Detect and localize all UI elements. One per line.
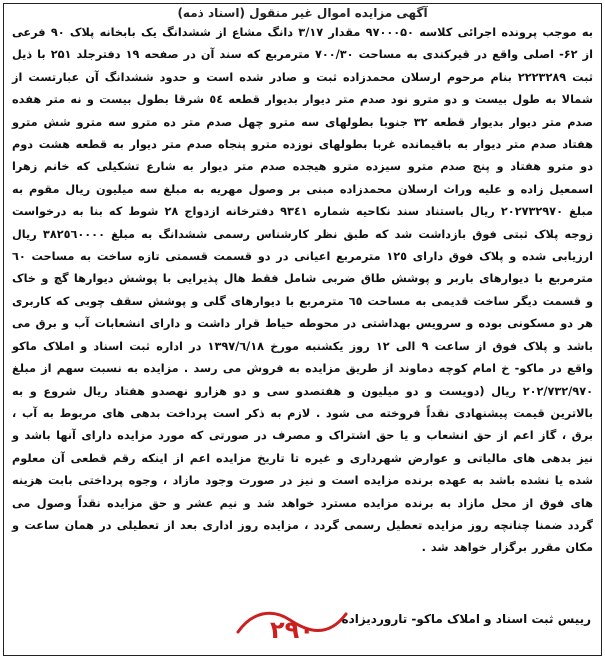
stamp-number: ۲۹۰ bbox=[270, 616, 314, 644]
notice-header bbox=[0, 2, 605, 21]
notice-body: به موجب پرونده اجرائی کلاسه ۹۷۰۰۰۵۰ مقدار ۳/۱۷ دانگ مشاع از ششدانگ یک بابخانه پلاک ۹۰ فرعی از ۶۲- اصلی واقع در قیرکندی به مساحت ۷۰۰/۳۰ مترمربع که سند آن در صفحه ۱۹ دفترجلد ۲۵۱ با ذیل ثبت ۲۲۲۳۲۸۹ بنام مرحوم ارسلان محمدزاده ثبت و صادر شده است و حدود ششدانگ آن عبارتست از شمالا به طول بیست و دو مترو نود صدم متر دیوار بدیوار قطعه ٥٤ شرقا بطول بیست و نه متر هفده صدم متر دیوار بدیوار قطعه ۳۲ جنوبا بطولهای سه مترو چهل صدم متر ده مترو سه مترو شش مترو هفتاد صدم متر دیوار به باقیمانده غربا بطولهای نوزده مترو پنجاه صدم متر دیوار به قطعه هشت دوم دو مترو هفتاد و پنج صدم مترو سیزده مترو هیجده صدم متر دیوار به شارع تشکیلی که خانم زهرا اسمعیل زاده و علیه وراث ارسلان محمدزاده مبنی بر وصول مهریه به مبلغ سه میلیون ریال مقوم به مبلغ ۲۰۲۷۳۲۹۷۰ ریال باستناد سند نکاحیه شماره ۹۳٤۱ دفترخانه ازدواج ۲۸ شوط که بنا به درخواست زوجه پلاک ثبتی فوق بازداشت شد که طبق نظر کارشناس رسمی ششدانگ به مبلغ ۳۸۲٥٦۰۰۰۰ ریال ارزیابی شده و پلاک فوق دارای ۱۲٥ مترمربع اعیانی در دو قسمت قسمتی تازه ساخت به مساحت ٦۰ مترمربع با دیوارهای باربر و پوشش طاق ضربی شامل فقط هال پذیرایی با پوشش دیوارها گچ و خاک و قسمت دیگر ساخت قدیمی به مساحت ٦٥ مترمربع با دیوارهای گلی و پوشش سقف چوبی که کاربری هر دو مسکونی بوده و سرویس بهداشتی در محوطه حیاط قرار داشت و دارای انشعابات آب و برق می باشد و پلاک فوق از ساعت ۹ الی ۱۲ روز یکشنبه مورخ ۱۳۹۷/٦/۱۸ در اداره ثبت اسناد و املاک ماکو واقع در ماکو- خ امام کوچه دماوند از طریق مزایده به فروش می رسد . مزایده به نسبت سهم از مبلغ ۲۰۲/۷۳۲/۹۷۰ ریال (دویست و دو میلیون و هفتصدو سی و دو هزارو نهصدو هفتاد ریال شروع و به بالاترین قیمت پیشنهادی نقداً فروخته می شود . لازم به ذکر است پرداخت بدهی های مربوط به آب ، برق ، گاز اعم از حق انشعاب و یا حق اشتراک و مصرف در صورتی که مورد مزایده دارای آنها باشد و نیز بدهی های مالیاتی و عوارض شهرداری و غیره تا تاریخ مزایده اعم از اینکه رقم قطعی آن معلوم شده یا نشده باشد به عهده برنده مزایده است و نیز در صورت وجود مازاد ، وجوه پرداختی بابت هزینه های فوق از محل مازاد به برنده مزایده مسترد خواهد شد و نیم عشر و حق مزایده نقداً وصول می گردد ضمنا چنانچه روز مزایده تعطیل رسمی گردد ، مزایده روز اداری بعد از تعطیلی در همان ساعت و مکان مقرر برگزار خواهد شد . bbox=[12, 26, 593, 555]
notice-title: آگهی مزایده اموال غیر منقول (اسناد ذمه) bbox=[171, 6, 433, 20]
notice-signature: رییس ثبت اسناد و املاک ماکو- تاروردیزاده bbox=[341, 612, 591, 626]
handwritten-stamp-mark bbox=[232, 598, 352, 648]
